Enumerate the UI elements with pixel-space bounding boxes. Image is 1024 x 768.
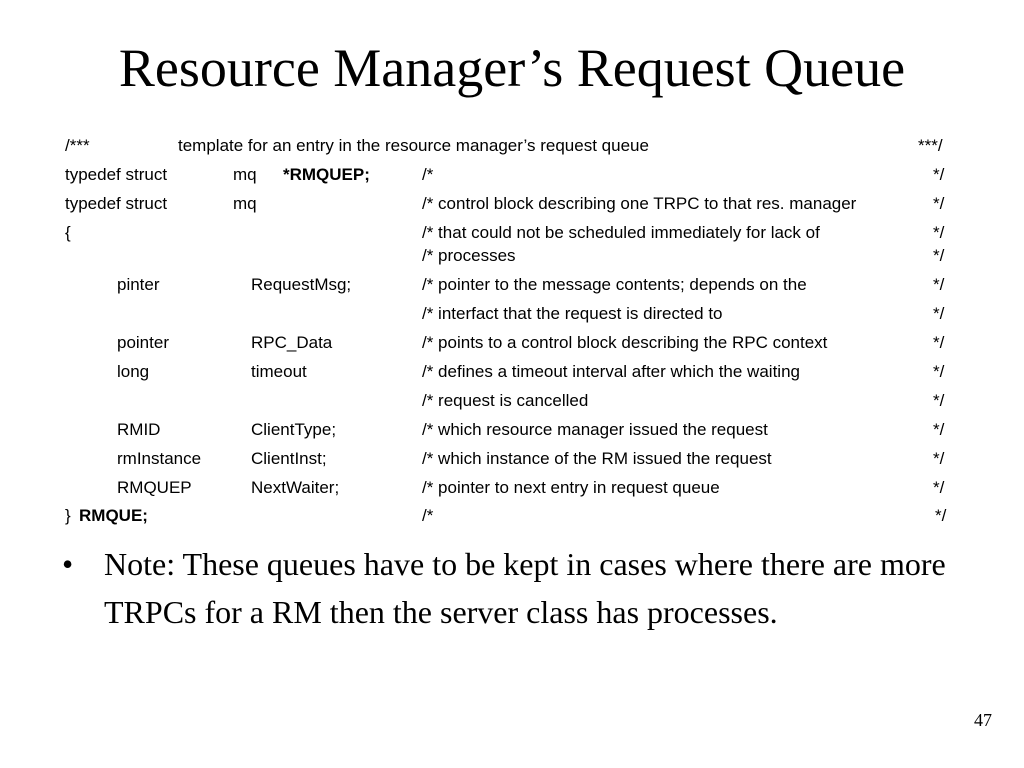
code-comment-end: */ — [933, 275, 945, 294]
code-comment-end: */ — [933, 223, 945, 242]
code-token: RequestMsg; — [251, 275, 352, 294]
code-token: typedef struct — [65, 194, 168, 213]
code-token: typedef struct — [65, 165, 168, 184]
code-comment-end: */ — [933, 246, 945, 265]
note-text: Note: These queues have to be kept in cases where there are more TRPCs for a RM then the server class has processes. — [104, 546, 946, 630]
code-comment: /* interfact that the request is directed to — [422, 304, 723, 323]
code-comment: /* — [422, 165, 434, 184]
code-comment-end: */ — [933, 449, 945, 468]
code-comment-end: */ — [933, 391, 945, 410]
code-token: mq — [233, 165, 257, 184]
code-token: mq — [233, 194, 257, 213]
code-comment: /* which resource manager issued the request — [422, 420, 768, 439]
code-token: NextWaiter; — [251, 478, 340, 497]
code-header-text: template for an entry in the resource manager’s request queue — [178, 136, 649, 155]
code-token: /*** — [65, 136, 90, 155]
code-comment: /* pointer to the message contents; depends on the — [422, 275, 807, 294]
code-comment: /* that could not be scheduled immediately for lack of — [422, 223, 820, 242]
page-number: 47 — [974, 710, 992, 730]
bullet-icon: • — [62, 546, 74, 582]
code-token: pinter — [117, 275, 160, 294]
code-token: { — [65, 223, 71, 242]
code-comment-end: */ — [933, 165, 945, 184]
code-comment: /* which instance of the RM issued the request — [422, 449, 772, 468]
code-token-bold: RMQUE; — [79, 506, 148, 525]
code-token: long — [117, 362, 150, 381]
code-comment: /* processes — [422, 246, 516, 265]
code-comment-end: */ — [935, 506, 947, 525]
code-token: RPC_Data — [251, 333, 333, 352]
code-token: rmInstance — [117, 449, 202, 468]
code-token: } — [65, 506, 71, 525]
code-token: ClientType; — [251, 420, 337, 439]
code-comment-end: */ — [933, 304, 945, 323]
code-comment: /* defines a timeout interval after which the waiting — [422, 362, 800, 381]
code-comment: /* points to a control block describing the RPC context — [422, 333, 828, 352]
code-comment: /* request is cancelled — [422, 391, 589, 410]
code-comment-end: */ — [933, 362, 945, 381]
code-token: pointer — [117, 333, 169, 352]
code-comment: /* control block describing one TRPC to that res. manager — [422, 194, 857, 213]
code-comment-end: */ — [933, 478, 945, 497]
code-token: timeout — [251, 362, 307, 381]
code-comment-end: */ — [933, 420, 945, 439]
code-token: RMID — [117, 420, 161, 439]
code-comment-end: */ — [933, 333, 945, 352]
code-comment-end: ***/ — [918, 136, 943, 155]
code-comment: /* pointer to next entry in request queue — [422, 478, 720, 497]
code-comment-end: */ — [933, 194, 945, 213]
slide-title: Resource Manager’s Request Queue — [118, 38, 906, 98]
code-comment: /* — [422, 506, 434, 525]
code-token: ClientInst; — [251, 449, 327, 468]
code-token-bold: *RMQUEP; — [283, 165, 370, 184]
code-token: RMQUEP — [117, 478, 192, 497]
